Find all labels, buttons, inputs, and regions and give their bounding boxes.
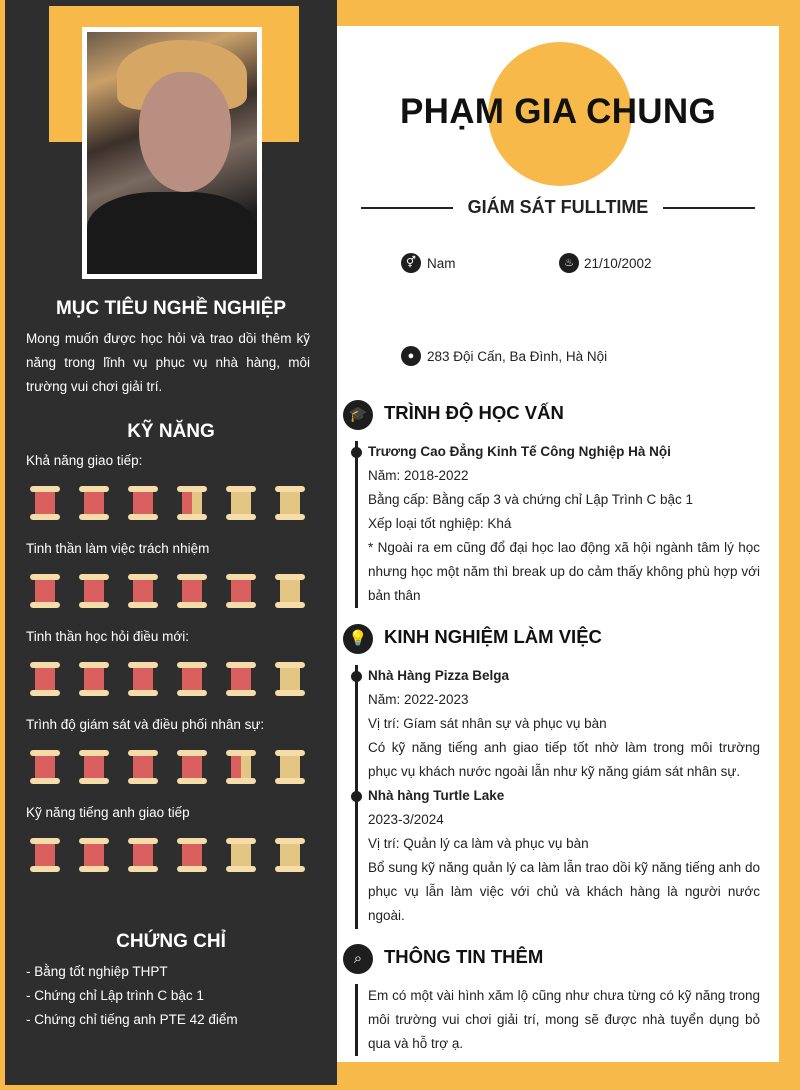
spool-icon — [128, 484, 158, 522]
avatar-face — [139, 72, 231, 192]
timeline-dot — [351, 791, 362, 802]
address-value: 283 Đội Cấn, Ba Đình, Hà Nội — [427, 349, 608, 364]
skill-rating — [30, 748, 320, 788]
spool-icon — [177, 572, 207, 610]
job-position: Vị trí: Gíam sát nhân sự và phục vụ bàn — [368, 716, 607, 731]
job-desc: Có kỹ năng tiếng anh giao tiếp tốt nhờ làm trong môi trường phục vụ khách nước ngoài lẫn như kỹ năng giám sát nhân sự. — [368, 740, 760, 779]
education-grade: Xếp loại tốt nghiệp: Khá — [368, 516, 512, 531]
lightbulb-icon: 💡 — [343, 624, 373, 654]
spool-icon — [79, 572, 109, 610]
spool-icon — [275, 660, 305, 698]
gender-icon: ⚥ — [401, 253, 421, 273]
certificate-item: - Chứng chỉ Lập trình C bậc 1 — [26, 988, 204, 1003]
page-title: PHẠM GIA CHUNG — [400, 92, 716, 131]
main-content — [337, 26, 779, 1062]
dob-value: 21/10/2002 — [584, 256, 652, 271]
spool-icon — [30, 484, 60, 522]
certificate-item: - Bằng tốt nghiệp THPT — [26, 964, 168, 979]
spool-icon — [30, 572, 60, 610]
spool-icon — [275, 484, 305, 522]
timeline-dot — [351, 447, 362, 458]
extra-title: THÔNG TIN THÊM — [384, 946, 544, 967]
certificates-title: CHỨNG CHỈ — [116, 931, 226, 952]
job-title: GIÁM SÁT FULLTIME — [467, 197, 649, 217]
skill-label: Kỹ năng tiếng anh giao tiếp — [26, 805, 190, 820]
skill-rating — [30, 484, 320, 524]
spool-icon — [79, 484, 109, 522]
skills-title: KỸ NĂNG — [127, 421, 215, 442]
education-school: Trương Cao Đẳng Kinh Tế Công Nghiệp Hà Nội — [368, 444, 671, 459]
education-note: * Ngoài ra em cũng đổ đại học lao động xã hội ngành tâm lý học nhưng học một năm thì break up do cảm thấy không phù hợp với bản thân — [368, 540, 760, 603]
spool-icon — [79, 748, 109, 786]
spool-icon — [128, 660, 158, 698]
objective-title: MỤC TIÊU NGHỀ NGHIỆP — [55, 298, 287, 319]
experience-job — [368, 784, 760, 928]
spool-icon — [30, 660, 60, 698]
spool-icon — [226, 572, 256, 610]
education-degree: Bằng cấp: Bằng cấp 3 và chứng chỉ Lập Trình C bậc 1 — [368, 492, 693, 507]
divider — [361, 207, 453, 209]
spool-icon — [30, 748, 60, 786]
avatar-shirt — [87, 192, 257, 274]
spool-icon — [226, 836, 256, 874]
spool-icon — [128, 572, 158, 610]
education-title: TRÌNH ĐỘ HỌC VẤN — [384, 402, 564, 423]
spool-icon — [30, 836, 60, 874]
location-pin-icon: ● — [401, 346, 421, 366]
timeline-line — [355, 441, 358, 608]
skill-rating — [30, 572, 320, 612]
spool-icon — [128, 836, 158, 874]
job-company: Nhà Hàng Pizza Belga — [368, 668, 510, 683]
graduation-cap-icon: 🎓 — [343, 400, 373, 430]
spool-icon — [275, 748, 305, 786]
job-position: Vị trí: Quản lý ca làm và phục vụ bàn — [368, 836, 589, 851]
spool-icon — [79, 836, 109, 874]
avatar — [87, 32, 257, 274]
spool-icon — [177, 836, 207, 874]
spool-icon — [275, 836, 305, 874]
spool-icon — [177, 484, 207, 522]
spool-icon — [275, 572, 305, 610]
divider — [663, 207, 755, 209]
job-years: 2023-3/2024 — [368, 812, 444, 827]
spool-icon — [128, 748, 158, 786]
timeline-dot — [351, 671, 362, 682]
spool-icon — [226, 748, 256, 786]
spool-icon — [226, 660, 256, 698]
certificate-item: - Chứng chỉ tiếng anh PTE 42 điểm — [26, 1012, 238, 1027]
skill-rating — [30, 836, 320, 876]
spool-icon — [226, 484, 256, 522]
spool-icon — [177, 660, 207, 698]
extra-text: Em có một vài hình xăm lộ cũng như chưa từng có kỹ năng trong môi trường vui chơi giải trí, mong sẽ được nhà tuyển dụng bỏ qua và hỗ trợ ạ. — [368, 988, 760, 1051]
search-icon: ⌕ — [343, 944, 373, 974]
objective-text: Mong muốn được học hỏi và trao dồi thêm kỹ năng trong lĩnh vụ phục vụ nhà hàng, môi trường vui chơi giải trí. — [26, 331, 310, 394]
education-years: Năm: 2018-2022 — [368, 468, 469, 483]
job-desc: Bổ sung kỹ năng quản lý ca làm lẫn trao dồi kỹ năng tiếng anh do phục vụ lẫn làm việc với chủ và khách hàng là người nước ngoài. — [368, 860, 760, 923]
skill-label: Tinh thần học hỏi điều mới: — [26, 629, 189, 644]
skill-label: Tinh thần làm việc trách nhiệm — [26, 541, 210, 556]
sidebar — [5, 0, 337, 1085]
skill-label: Khả năng giao tiếp: — [26, 453, 143, 468]
spool-icon — [79, 660, 109, 698]
education-details — [368, 440, 760, 608]
experience-title: KINH NGHIỆM LÀM VIỆC — [384, 626, 602, 647]
avatar-frame — [82, 27, 262, 279]
experience-job — [368, 664, 760, 784]
gender-value: Nam — [427, 256, 456, 271]
job-years: Năm: 2022-2023 — [368, 692, 469, 707]
skill-label: Trình độ giám sát và điều phối nhân sự: — [26, 717, 265, 732]
timeline-line — [355, 984, 358, 1056]
job-company: Nhà hàng Turtle Lake — [368, 788, 505, 803]
skill-rating — [30, 660, 320, 700]
cake-icon: ♨ — [559, 253, 579, 273]
spool-icon — [177, 748, 207, 786]
